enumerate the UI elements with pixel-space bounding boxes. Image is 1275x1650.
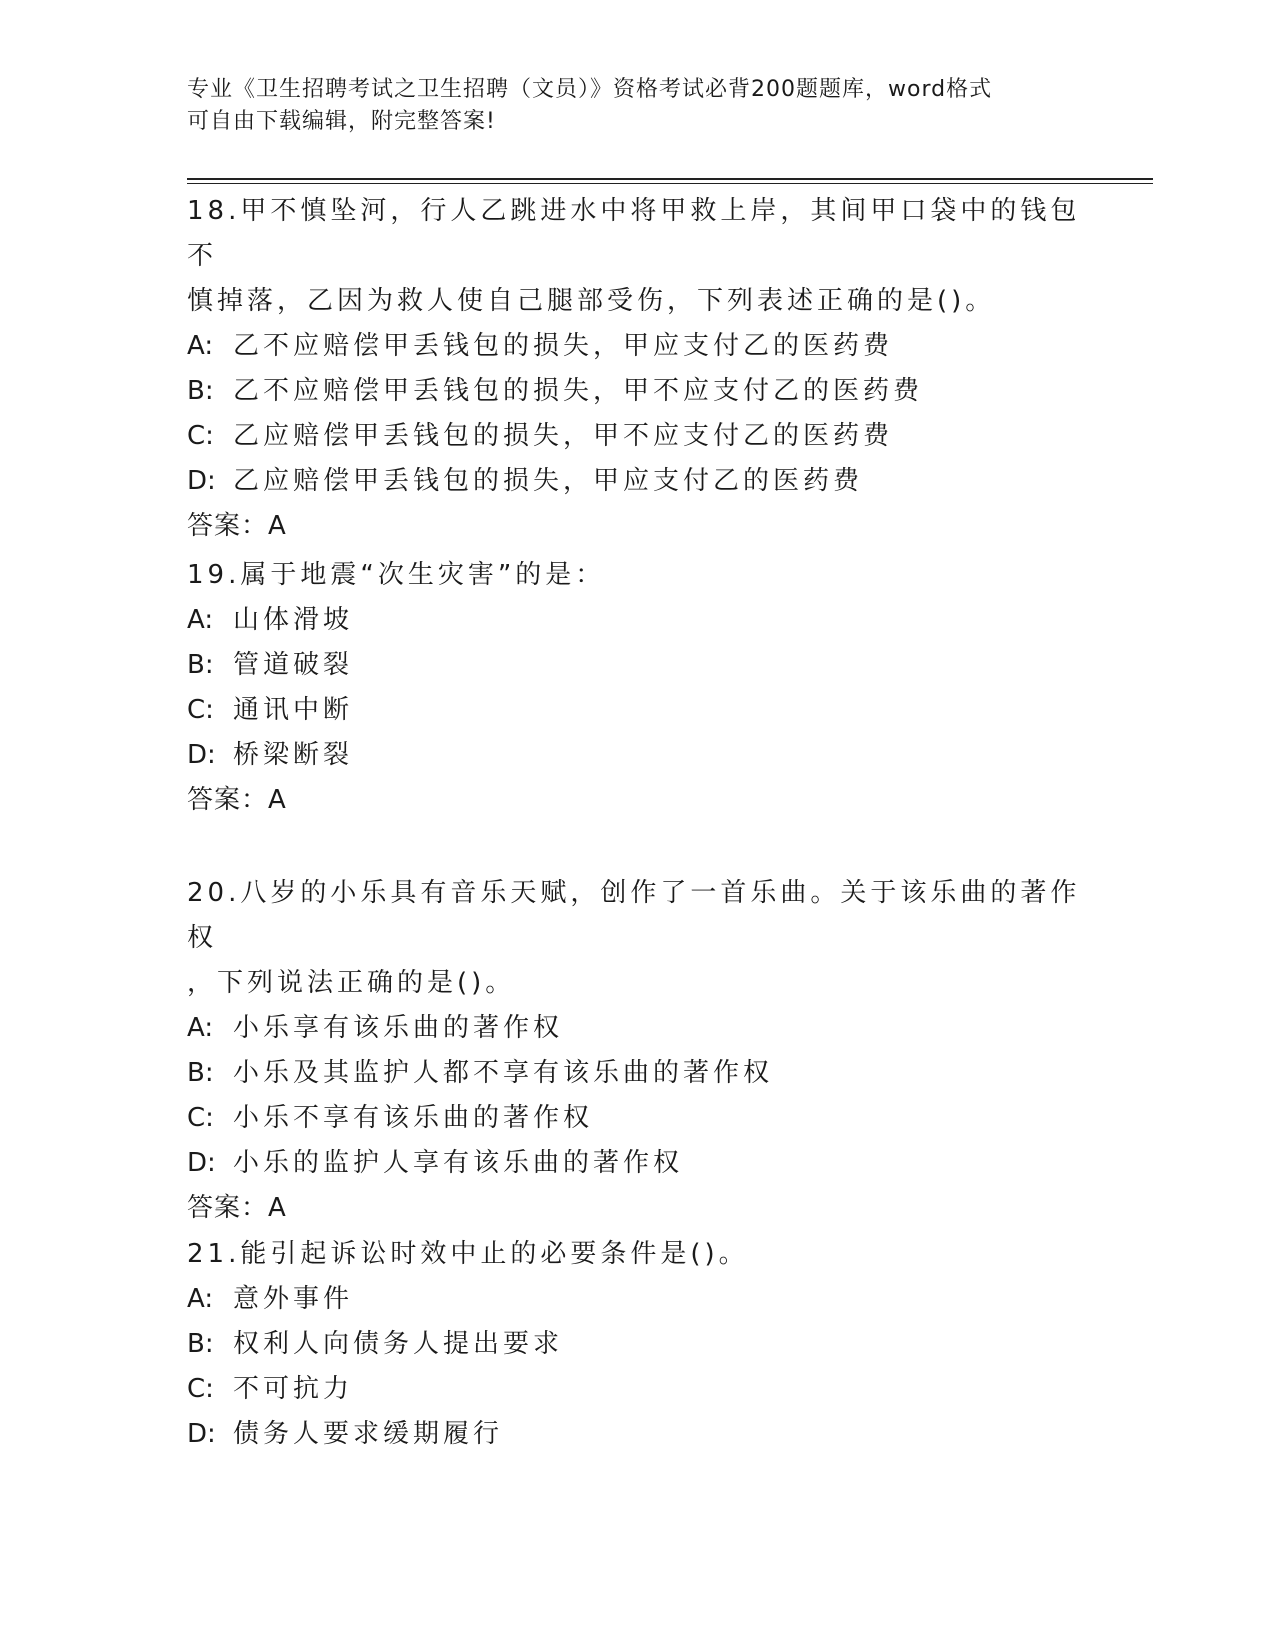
option-text: 小乐享有该乐曲的著作权 bbox=[233, 1013, 564, 1043]
question-stem-line-1: 18.甲不慎坠河，行人乙跳进水中将甲救上岸，其间甲口袋中的钱包不 bbox=[187, 196, 1081, 271]
option-text: 小乐不享有该乐曲的著作权 bbox=[233, 1103, 594, 1133]
option-text: 乙不应赔偿甲丢钱包的损失，甲不应支付乙的医药费 bbox=[233, 376, 924, 406]
option-text: 意外事件 bbox=[233, 1284, 354, 1314]
option-text: 乙应赔偿甲丢钱包的损失，甲不应支付乙的医药费 bbox=[233, 421, 894, 451]
header-line-2: 可自由下载编辑，附完整答案! bbox=[187, 109, 496, 134]
option-text: 乙应赔偿甲丢钱包的损失，甲应支付乙的医药费 bbox=[233, 466, 864, 496]
answer-line bbox=[187, 778, 1087, 823]
option-text: 管道破裂 bbox=[233, 650, 354, 680]
question-stem-line-2: 慎掉落，乙因为救人使自己腿部受伤，下列表述正确的是()。 bbox=[187, 286, 996, 316]
answer-label: 答案： bbox=[187, 1193, 269, 1223]
option-c bbox=[187, 414, 1087, 459]
option-a bbox=[187, 1006, 1087, 1051]
option-d bbox=[187, 1141, 1087, 1186]
answer-line bbox=[187, 504, 1087, 549]
question-stem bbox=[187, 553, 1087, 598]
option-b bbox=[187, 369, 1087, 414]
option-letter: D: bbox=[187, 1419, 216, 1449]
answer-label: 答案： bbox=[187, 511, 269, 541]
option-b bbox=[187, 643, 1087, 688]
question-stem bbox=[187, 1232, 1087, 1277]
option-b bbox=[187, 1051, 1087, 1096]
option-text: 通讯中断 bbox=[233, 695, 354, 725]
answer-value: A bbox=[268, 511, 287, 541]
question-stem-line-2: ，下列说法正确的是()。 bbox=[187, 968, 516, 998]
option-text: 山体滑坡 bbox=[233, 605, 354, 635]
option-text: 小乐的监护人享有该乐曲的著作权 bbox=[233, 1148, 684, 1178]
option-letter: A: bbox=[187, 1013, 214, 1043]
question-stem-line-1: 20.八岁的小乐具有音乐天赋，创作了一首乐曲。关于该乐曲的著作权 bbox=[187, 878, 1081, 953]
option-text: 债务人要求缓期履行 bbox=[233, 1419, 504, 1449]
option-text: 乙不应赔偿甲丢钱包的损失，甲应支付乙的医药费 bbox=[233, 331, 894, 361]
option-letter: C: bbox=[187, 1374, 214, 1404]
option-text: 不可抗力 bbox=[233, 1374, 354, 1404]
option-a bbox=[187, 324, 1087, 369]
option-letter: B: bbox=[187, 1058, 214, 1088]
option-c bbox=[187, 1096, 1087, 1141]
option-c bbox=[187, 1367, 1087, 1412]
question-stem-line-1: 19.属于地震“次生灾害”的是： bbox=[187, 560, 606, 590]
option-d bbox=[187, 459, 1087, 504]
option-letter: C: bbox=[187, 695, 214, 725]
header-divider bbox=[187, 178, 1153, 180]
option-letter: B: bbox=[187, 376, 214, 406]
option-letter: D: bbox=[187, 466, 216, 496]
option-letter: C: bbox=[187, 1103, 214, 1133]
document-header bbox=[187, 74, 1087, 138]
question-19 bbox=[187, 553, 1087, 823]
option-letter: A: bbox=[187, 1284, 214, 1314]
option-text: 权利人向债务人提出要求 bbox=[233, 1329, 564, 1359]
question-stem-line-1: 21.能引起诉讼时效中止的必要条件是()。 bbox=[187, 1239, 749, 1269]
question-stem bbox=[187, 189, 1087, 324]
answer-value: A bbox=[268, 785, 287, 815]
header-divider-thin bbox=[187, 183, 1153, 184]
option-a bbox=[187, 598, 1087, 643]
option-letter: D: bbox=[187, 740, 216, 770]
answer-value: A bbox=[268, 1193, 287, 1223]
option-text: 桥梁断裂 bbox=[233, 740, 354, 770]
option-letter: C: bbox=[187, 421, 214, 451]
option-letter: A: bbox=[187, 331, 214, 361]
question-20 bbox=[187, 871, 1087, 1231]
answer-line bbox=[187, 1186, 1087, 1231]
answer-label: 答案： bbox=[187, 785, 269, 815]
header-line-1: 专业《卫生招聘考试之卫生招聘（文员）》资格考试必背200题题库，word格式 bbox=[187, 77, 993, 102]
option-d bbox=[187, 1412, 1087, 1457]
option-b bbox=[187, 1322, 1087, 1367]
option-text: 小乐及其监护人都不享有该乐曲的著作权 bbox=[233, 1058, 774, 1088]
option-letter: A: bbox=[187, 605, 214, 635]
option-a bbox=[187, 1277, 1087, 1322]
question-stem bbox=[187, 871, 1087, 1006]
option-letter: D: bbox=[187, 1148, 216, 1178]
question-21 bbox=[187, 1232, 1087, 1457]
option-d bbox=[187, 733, 1087, 778]
option-letter: B: bbox=[187, 1329, 214, 1359]
option-c bbox=[187, 688, 1087, 733]
option-letter: B: bbox=[187, 650, 214, 680]
question-18 bbox=[187, 189, 1087, 549]
